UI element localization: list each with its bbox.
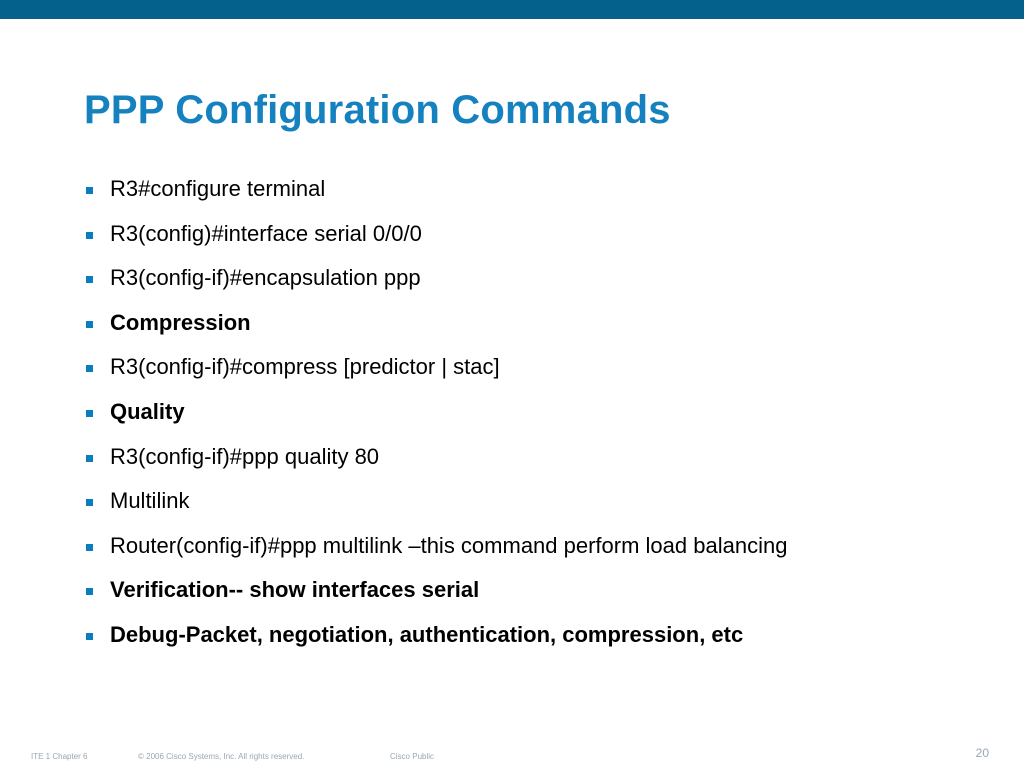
bullet-text: R3(config-if)#ppp quality 80 bbox=[110, 443, 380, 469]
bullet-item bbox=[84, 266, 984, 311]
bullet-text: Verification-- show interfaces serial bbox=[110, 577, 480, 603]
square-bullet-icon bbox=[86, 544, 93, 551]
square-bullet-icon bbox=[86, 276, 93, 283]
footer-classification: Cisco Public bbox=[390, 752, 435, 761]
bullet-item bbox=[84, 534, 984, 579]
bullet-list bbox=[84, 177, 984, 668]
bullet-item bbox=[84, 578, 984, 623]
footer-course: ITE 1 Chapter 6 bbox=[31, 752, 88, 761]
slide-footer bbox=[0, 752, 1024, 766]
top-header-bar bbox=[0, 0, 1024, 19]
bullet-text: Router(config-if)#ppp multilink –this command perform load balancing bbox=[110, 532, 788, 558]
bullet-item bbox=[84, 311, 984, 356]
bullet-item bbox=[84, 355, 984, 400]
bullet-text: Debug-Packet, negotiation, authentication, compression, etc bbox=[110, 621, 744, 647]
bullet-text: R3(config-if)#compress [predictor | stac] bbox=[110, 354, 500, 380]
square-bullet-icon bbox=[86, 410, 93, 417]
bullet-text: Compression bbox=[110, 309, 251, 335]
square-bullet-icon bbox=[86, 321, 93, 328]
bullet-text: R3(config)#interface serial 0/0/0 bbox=[110, 220, 422, 246]
square-bullet-icon bbox=[86, 187, 93, 194]
bullet-text: Multilink bbox=[110, 488, 190, 514]
square-bullet-icon bbox=[86, 499, 93, 506]
square-bullet-icon bbox=[86, 232, 93, 239]
bullet-text: R3#configure terminal bbox=[110, 176, 326, 201]
bullet-text: Quality bbox=[110, 398, 185, 424]
bullet-item bbox=[84, 177, 984, 222]
square-bullet-icon bbox=[86, 365, 93, 372]
footer-copyright: © 2006 Cisco Systems, Inc. All rights reserved. bbox=[138, 752, 305, 761]
bullet-item bbox=[84, 445, 984, 490]
square-bullet-icon bbox=[86, 455, 93, 462]
bullet-item bbox=[84, 400, 984, 445]
bullet-item bbox=[84, 623, 984, 668]
square-bullet-icon bbox=[86, 633, 93, 640]
bullet-text: R3(config-if)#encapsulation ppp bbox=[110, 265, 421, 291]
bullet-item bbox=[84, 489, 984, 534]
bullet-item bbox=[84, 222, 984, 267]
slide-title: PPP Configuration Commands bbox=[84, 88, 671, 132]
page-number: 20 bbox=[975, 746, 989, 760]
square-bullet-icon bbox=[86, 588, 93, 595]
